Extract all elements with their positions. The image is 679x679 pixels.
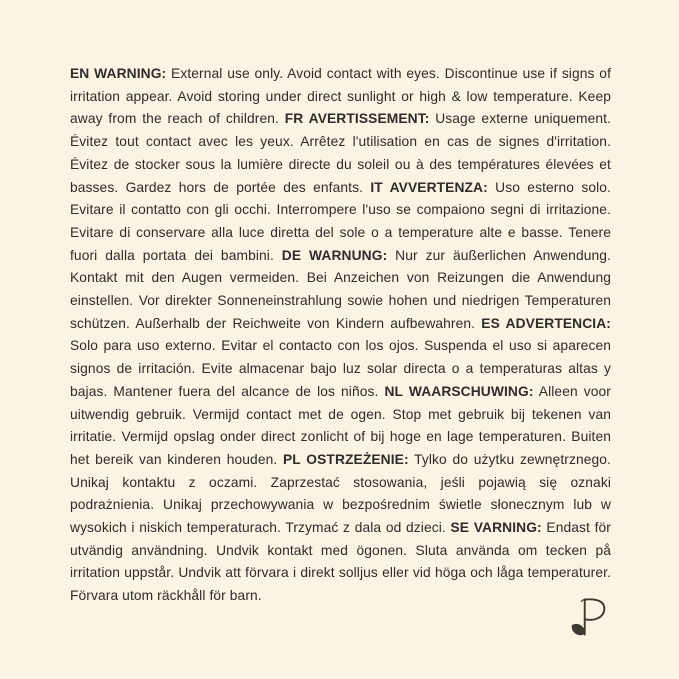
brand-logo: [570, 598, 610, 636]
warning-body-es: Solo para uso externo. Evitar el contacto con los ojos. Suspenda el uso si aparecen signos de irritación. Evite almacenar bajo luz solar directa o a temperaturas altas y bajas. Mantener fuera del alcance de los niños.: [70, 338, 611, 399]
warning-body-de: Nur zur äußerlichen Anwendung. Kontakt mit den Augen vermeiden. Bei Anzeichen von Reizungen die Anwendung einstellen. Vor direkter Sonneneinstrahlung sowie hohen und niedrigen Temperaturen schützen. Außerhalb der Reichweite von Kindern aufbewahren.: [70, 247, 611, 331]
warning-body-se: Endast för utvändig användning. Undvik kontakt med ögonen. Sluta använda om tecken på irritation uppstår. Undvik att förvara i direkt solljus eller vid höga och låga temperaturer. Förvara utom räckhåll för barn.: [70, 520, 612, 604]
warning-body-nl: Alleen voor uitwendig gebruik. Vermijd contact met de ogen. Stop met gebruik bij tekenen van irritatie. Vermijd opslag onder direct zonlicht of bij hoge en lage temperaturen. Buiten het bereik van kinderen houden.: [70, 383, 611, 467]
lang-heading-nl: NL WAARSCHUWING:: [384, 383, 534, 399]
lang-heading-de: DE WARNUNG:: [281, 247, 388, 263]
lang-heading-pl: PL OSTRZEŻENIE:: [283, 451, 409, 467]
lang-heading-en: EN WARNING:: [70, 66, 167, 81]
lang-heading-se: SE VARNING:: [450, 520, 542, 536]
warning-body-it: Uso esterno solo. Evitare il contatto con gli occhi. Interrompere l'uso se compaiono segni di irritazione. Evitare di conservare alla luce diretta del sole o a temperature alte e basse. Tenere fuori dalla portata dei bambini.: [70, 179, 611, 263]
lang-heading-fr: FR AVERTISSEMENT:: [284, 111, 430, 127]
p-leaf-monogram-icon: [570, 598, 610, 636]
warning-body-pl: Tylko do użytku zewnętrznego. Unikaj kontaktu z oczami. Zaprzestać stosowania, jeśli pojawią się oznaki podrażnienia. Unikaj przechowywania w bezpośrednim świetle słonecznym lub w wysokich i niskich temperaturach. Trzymać z dala od dzieci.: [70, 451, 611, 536]
warning-body-en: External use only. Avoid contact with eyes. Discontinue use if signs of irritation appear. Avoid storing under direct sunlight or high & low temperature. Keep away from the reach of children.: [70, 66, 612, 127]
lang-heading-es: ES ADVERTENCIA:: [481, 315, 611, 331]
lang-heading-it: IT AVVERTENZA:: [370, 179, 488, 195]
warning-text: [70, 63, 611, 608]
warning-body-fr: Usage externe uniquement. Évitez tout contact avec les yeux. Arrêtez l'utilisation en cas de signes d'irritation. Évitez de stocker sous la lumière directe du soleil ou à des températures élevées et basses. Gardez hors de portée des enfants.: [70, 111, 612, 195]
